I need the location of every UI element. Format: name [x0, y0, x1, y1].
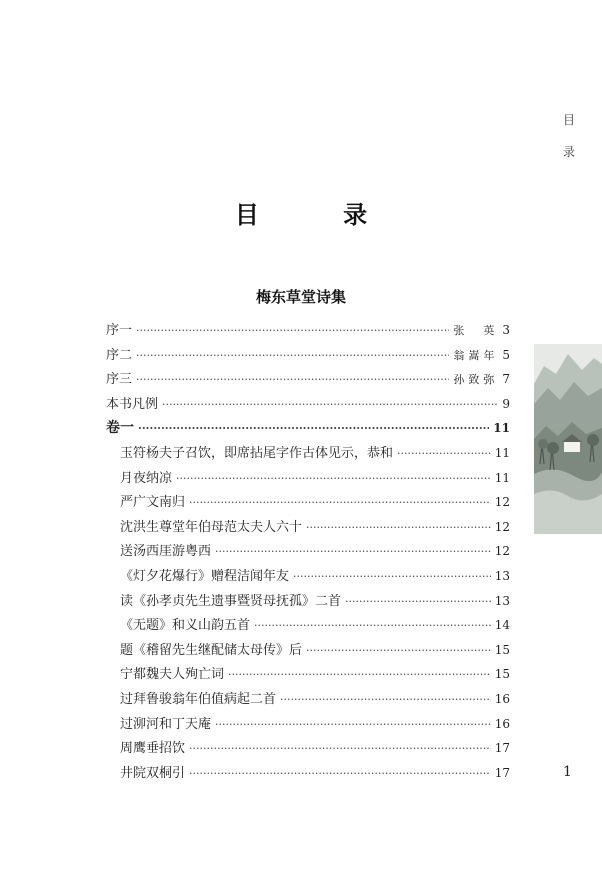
- toc-entry-page: 7: [502, 372, 510, 387]
- toc-entry-title: 序三: [106, 372, 133, 388]
- toc-entry: [106, 712, 510, 737]
- toc-entry-page: 11: [494, 470, 510, 485]
- toc-entry: [106, 515, 510, 540]
- toc-entry-title: 严广文南归: [120, 495, 186, 511]
- toc-entry-author: 张 英: [453, 324, 499, 337]
- toc-entry: [106, 466, 510, 491]
- toc-entry-page: 15: [494, 642, 510, 657]
- toc-entry: [106, 613, 510, 638]
- toc-entry-author: 翁嵩年: [453, 348, 499, 362]
- toc-entry-title: 玉符杨夫子召饮，即席拈尾字作古体见示，恭和: [120, 445, 394, 461]
- toc-entry-page: 9: [502, 396, 510, 411]
- toc-entry-title: 《灯夕花爆行》赠程洁闻年友: [120, 568, 290, 584]
- toc-entry-title: 送汤西厓游粤西: [120, 544, 212, 560]
- toc-entry-page: 13: [494, 593, 510, 608]
- leader-dots: [136, 319, 449, 344]
- page-title: 目 录: [234, 200, 406, 229]
- leader-dots: [138, 417, 489, 442]
- toc-entry-page: 5: [502, 347, 510, 362]
- toc-entry-title: 沈洪生尊堂年伯母范太夫人六十: [120, 519, 303, 535]
- toc-entry-title: 井院双桐引: [120, 765, 186, 781]
- toc-entry-page: 3: [502, 323, 510, 337]
- toc-entry-title: 过拜鲁骏翁年伯值病起二首: [120, 691, 277, 707]
- toc-entry-page: 17: [494, 741, 510, 756]
- toc-entry: [106, 687, 510, 712]
- leader-dots: [228, 663, 491, 688]
- toc-entry-author: 孙致弥: [453, 373, 499, 387]
- leader-dots: [293, 565, 491, 590]
- toc-entry: [106, 343, 510, 368]
- toc-entry-title: 月夜纳凉: [120, 470, 173, 486]
- toc-entry-page: 16: [494, 691, 510, 706]
- leader-dots: [397, 442, 491, 467]
- toc-entry: [106, 416, 510, 441]
- leader-dots: [162, 393, 498, 418]
- toc-entry-page: 15: [494, 667, 510, 682]
- toc-entry-page: 12: [494, 519, 510, 534]
- toc-entry-title: 周鹰垂招饮: [120, 741, 186, 757]
- running-header: [562, 104, 576, 168]
- toc-entry-title: 序二: [106, 347, 133, 363]
- toc-entry: [106, 490, 510, 515]
- leader-dots: [254, 614, 491, 639]
- book-title: 梅东草堂诗集: [255, 288, 346, 306]
- table-of-contents: [106, 318, 510, 785]
- toc-entry-title: 《无题》和义山韵五首: [120, 618, 251, 634]
- toc-entry-page: 12: [494, 544, 510, 559]
- leader-dots: [189, 762, 491, 787]
- toc-entry: [106, 638, 510, 663]
- leader-dots: [345, 590, 491, 615]
- leader-dots: [136, 368, 449, 393]
- toc-entry: [106, 539, 510, 564]
- toc-entry-title: 过泖河和丁天庵: [120, 716, 212, 732]
- toc-entry-title: 读《孙孝贞先生遗事暨贤母抚孤》二首: [120, 593, 342, 609]
- toc-entry-title: 卷一: [106, 420, 134, 437]
- toc-entry-page: 16: [494, 716, 510, 731]
- toc-entry: [106, 318, 510, 343]
- leader-dots: [215, 713, 491, 738]
- toc-entry-page: 14: [494, 618, 510, 633]
- toc-entry: [106, 736, 510, 761]
- toc-entry-title: 本书凡例: [106, 396, 159, 412]
- toc-entry-page: 12: [494, 495, 510, 510]
- toc-entry-page: 11: [493, 421, 510, 436]
- toc-entry-page: 13: [494, 568, 510, 583]
- toc-entry-title: 宁都魏夫人殉亡词: [120, 667, 225, 683]
- toc-entry-page: 11: [494, 445, 510, 460]
- leader-dots: [306, 516, 491, 541]
- toc-entry: [106, 392, 510, 417]
- leader-dots: [189, 491, 491, 516]
- landscape-illustration: [534, 344, 602, 534]
- running-header-char: 目: [562, 113, 575, 127]
- landscape-painting: [534, 344, 602, 534]
- page-number: 1: [563, 764, 572, 780]
- leader-dots: [189, 737, 491, 762]
- toc-entry-page: 17: [494, 765, 510, 780]
- toc-entry-title: 序一: [106, 323, 133, 338]
- leader-dots: [136, 344, 449, 369]
- toc-entry: [106, 589, 510, 614]
- toc-entry-title: 题《稽留先生继配储太母传》后: [120, 642, 303, 658]
- leader-dots: [215, 540, 491, 565]
- toc-entry: [106, 662, 510, 687]
- toc-entry: [106, 564, 510, 589]
- leader-dots: [280, 688, 491, 713]
- leader-dots: [306, 639, 491, 664]
- running-header-char: 录: [562, 145, 575, 159]
- toc-entry: [106, 441, 510, 466]
- toc-entry: [106, 367, 510, 392]
- toc-entry: [106, 761, 510, 786]
- leader-dots: [176, 467, 491, 492]
